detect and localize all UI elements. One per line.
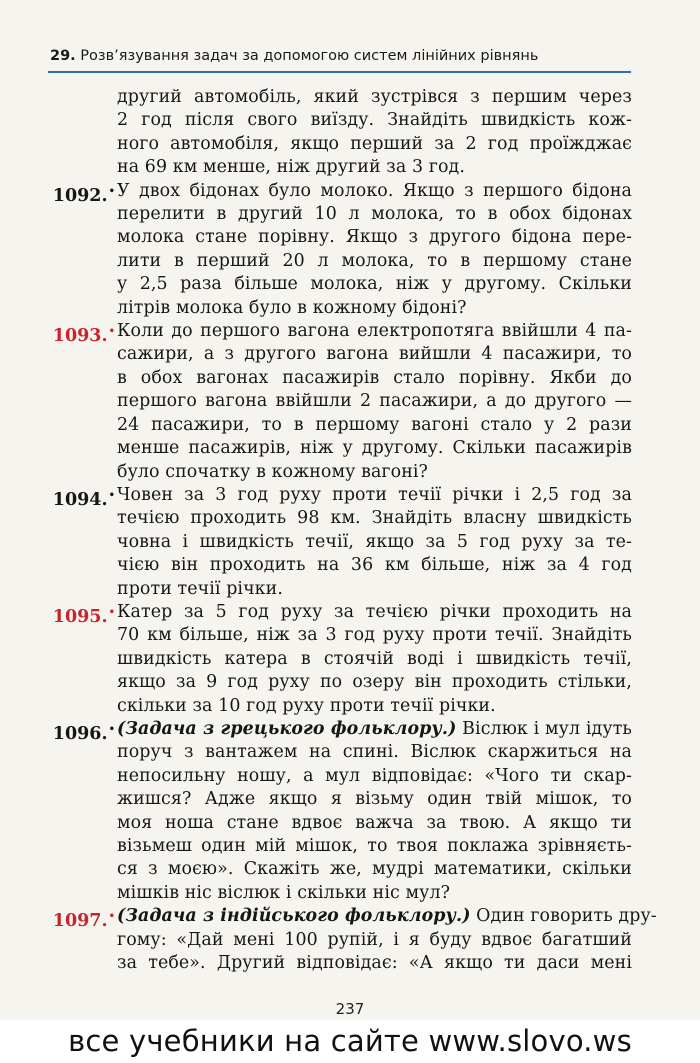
text-line: менше пасажирів, ніж у другому. Скільки пасажирів — [117, 438, 632, 459]
problem-number: 1095.• — [52, 606, 115, 627]
text-line: поруч з вантажем на спині. Віслюк скаржиться на — [117, 742, 632, 763]
chapter-title: Розв’язування задач за допомогою систем лінійних рівнянь — [80, 48, 539, 64]
text-line: лити в перший 20 л молока, то в першому стане — [117, 250, 632, 271]
text-line: (Задача з грецького фольклору.) Віслюк і мул ідуть — [117, 718, 632, 739]
difficulty-marker: • — [108, 606, 115, 618]
text-line: швидкість катера в стоячій воді і швидкість течії, — [117, 648, 632, 669]
difficulty-marker: • — [108, 489, 115, 501]
problem-1093 — [20, 320, 632, 484]
text-line: першого вагона ввійшли 2 пасажири, а до другого — — [117, 391, 632, 412]
difficulty-marker: • — [108, 723, 115, 735]
problem-number: 1097.• — [52, 911, 115, 932]
text-line: (Задача з індійського фольклору.) Один говорить дру- — [117, 906, 657, 927]
text-line: якщо за 9 год руху по озеру він проходить стільки, — [117, 672, 632, 693]
difficulty-marker: • — [108, 185, 115, 197]
text-line: у 2,5 раза більше молока, ніж у другому. Скільки — [117, 274, 632, 295]
text-line: 70 км більше, ніж за 3 год руху проти течії. Знайдіть — [117, 625, 632, 646]
text-line: перелити в другий 10 л молока, то в обох бідонах — [117, 204, 632, 225]
problem-1096 — [20, 718, 632, 905]
text-line: течією проходить 98 км. Знайдіть власну швидкість — [117, 508, 632, 529]
text-line: ного автомобіля, якщо перший за 2 год проїжджає — [117, 133, 632, 154]
text-line: човна і швидкість течії, якщо за 5 год руху за те- — [117, 531, 632, 552]
text-line: 24 пасажири, то в першому вагоні стало у 2 рази — [117, 414, 632, 435]
text-line: за тебе». Другий відповідає: «А якщо ти даси мені — [117, 953, 632, 974]
text-line: чією він проходить на 36 км більше, ніж за 4 год — [117, 555, 632, 576]
text-line: в обох вагонах пасажирів стало порівну. Якби до — [117, 367, 632, 388]
problems-content — [20, 86, 657, 975]
problem-number: 1094.• — [52, 489, 115, 510]
chapter-number: 29. — [50, 48, 76, 64]
problem-1095 — [20, 601, 632, 718]
text-line: сажири, а з другого вагона вийшли 4 пасажири, то — [117, 344, 632, 365]
running-head — [50, 48, 630, 64]
folklore-source: (Задача з грецького фольклору.) — [117, 718, 457, 739]
problem-number: 1092.• — [52, 185, 115, 206]
continuation-text — [20, 86, 632, 180]
text-line: скільки за 10 год руху проти течії річки. — [117, 695, 496, 716]
page-number: 237 — [335, 1000, 365, 1018]
text-line: мішків ніс віслюк і скільки ніс мул? — [117, 882, 451, 903]
text-line: 2 год після свого виїзду. Знайдіть швидкість кож- — [117, 110, 632, 131]
text-line: ся з моєю». Скажіть же, мудрі математики, скільки — [117, 859, 632, 880]
text-line: гому: «Дай мені 100 рупій, і я буду вдвоє багатший — [117, 929, 632, 950]
text-line: було спочатку в кожному вагоні? — [117, 461, 428, 482]
footer-banner — [0, 1020, 700, 1063]
footer-banner-text: все учебники на сайте www.slovo.ws — [68, 1024, 632, 1058]
text-line: на 69 км менше, ніж другий за 3 год. — [117, 157, 465, 178]
text-line: другий автомобіль, який зустрівся з першим через — [117, 87, 632, 107]
difficulty-marker: • — [108, 326, 115, 338]
text-line: Човен за 3 год руху проти течії річки і 2,5 год за — [117, 484, 632, 505]
difficulty-marker: • — [108, 911, 115, 923]
text-line: У двох бідонах було молоко. Якщо з першого бідона — [117, 180, 632, 201]
text-line: непосильну ношу, а мул відповідає: «Чого ти скар- — [117, 765, 632, 786]
problem-1097 — [20, 905, 657, 975]
text-line: моя ноша стане вдвоє важча за твою. А якщо ти — [117, 812, 632, 833]
text-line: візьмеш один мій мішок, то твоя поклажа зрівняєть- — [117, 836, 632, 856]
problem-number: 1096.• — [52, 723, 115, 744]
text-line: літрів молока було в кожному бідоні? — [117, 297, 467, 318]
text-line: жишся? Адже якщо я візьму один твій мішок, то — [117, 789, 632, 810]
text-line: Коли до першого вагона електропотяга ввійшли 4 па- — [117, 321, 632, 342]
problem-1094 — [20, 484, 632, 601]
text-line: молока стане порівну. Якщо з другого бідона пере- — [117, 227, 632, 248]
header-rule — [48, 71, 631, 73]
folklore-source: (Задача з індійського фольклору.) — [117, 906, 471, 927]
problem-1092 — [20, 180, 632, 320]
problem-number: 1093.• — [52, 325, 115, 346]
text-line: проти течії річки. — [117, 578, 283, 599]
text-line: Катер за 5 год руху за течією річки проходить на — [117, 601, 632, 622]
